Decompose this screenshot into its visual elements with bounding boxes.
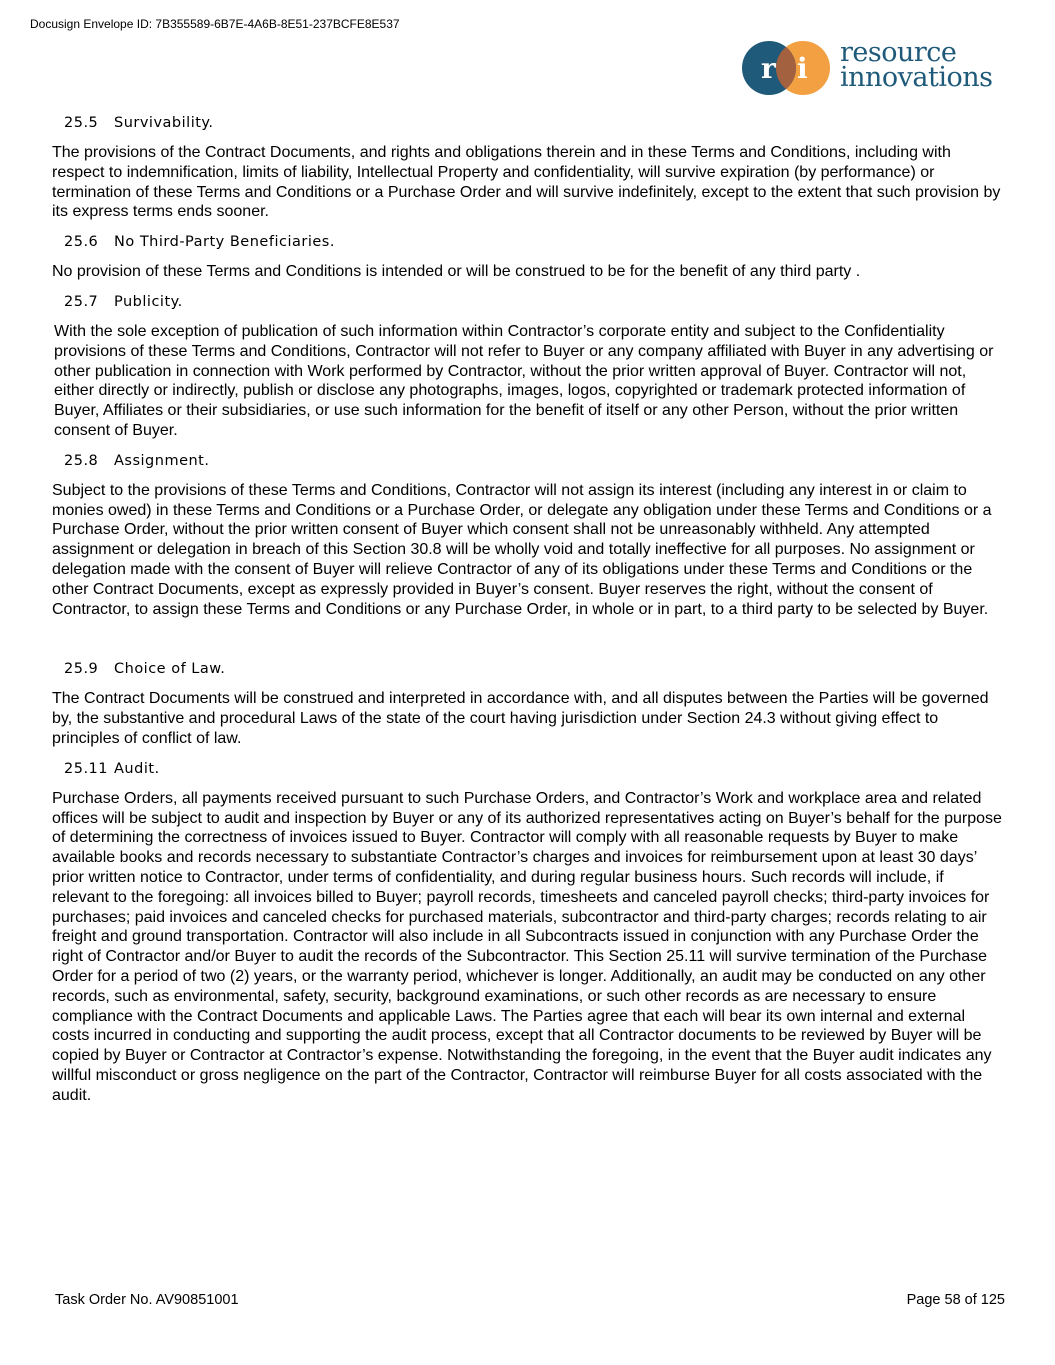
section-title: Assignment. [114,452,210,469]
page-number: Page 58 of 125 [906,1292,1005,1308]
logo-line-2: innovations [840,62,993,93]
document-body [52,113,1002,1115]
section-title: Publicity. [114,293,183,310]
logo-mark-r: r [761,52,776,85]
section-paragraph: The provisions of the Contract Documents, and rights and obligations therein and in these Terms and Conditions, including with respect to indemnification, limits of liability, Intellectual Property and confidentiality, will survive expiration (by performance) or termination of these Terms and Conditions or a Purchase Order and will survive indefinitely, except to the extent that such provision by its express terms ends sooner. [52,144,1001,221]
section-number: 25.5 [64,115,99,131]
section-paragraph: With the sole exception of publication of such information within Contractor’s corporate entity and subject to the Confidentiality provisions of these Terms and Conditions, Contractor will not refer to Buyer or any company affiliated with Buyer in any advertising or other publication in connection with Work performed by Contractor, without the prior written approval of Buyer. Contractor will not, either directly or indirectly, publish or disclose any photographs, images, logos, copyrighted or trademark protected information of Buyer, Affiliates or their subsidiaries, or use such information for the benefit of itself or any other Person, without the prior written consent of Buyer. [54,322,994,439]
logo-wordmark [840,37,993,93]
section-heading [64,113,1002,133]
section-number: 25.8 [64,452,99,469]
spacer [52,629,1002,659]
section-heading [64,759,1002,779]
section-paragraph: No provision of these Terms and Conditions is intended or will be construed to be for the benefit of any third party . [52,263,861,281]
section-title: Choice of Law. [114,661,226,678]
logo-mark-i: i [797,52,808,85]
section-paragraph: Subject to the provisions of these Terms and Conditions, Contractor will not assign its interest (including any interest in or claim to monies owed) in these Terms and Conditions or a Purchase Order, or delegate any obligation under these Terms and Conditions or a Purchase Order, without the prior written consent of Buyer which consent shall not be unreasonably withheld. Any attempted assignment or delegation in breach of this Section 30.8 will be wholly void and totally ineffective for all purposes. No assignment or delegation made with the consent of Buyer will relieve Contractor of any of its obligations under these Terms and Conditions or the other Contract Documents, except as expressly provided in Buyer’s consent. Buyer reserves the right, without the consent of Contractor, to assign these Terms and Conditions or any Purchase Order, in whole or in part, to a third party to be selected by Buyer. [52,481,992,618]
section-heading [64,659,1002,679]
section-number: 25.7 [64,293,99,310]
section-heading [64,232,1002,252]
section-heading [64,292,1002,312]
task-order-number: Task Order No. AV90851001 [55,1292,239,1308]
section-paragraph: Purchase Orders, all payments received pursuant to such Purchase Orders, and Contractor’s Work and workplace area and related offices will be subject to audit and inspection by Buyer or any of its authorized representatives acting on Buyer’s behalf for the purpose of determining the correctness of invoices issued to Buyer. Contractor will comply with all reasonable requests by Buyer to make available books and records necessary to substantiate Contractor’s charges and invoices for reimbursement upon at least 30 days’ prior written notice to Contractor, under terms of confidentiality, and during regular business hours. Such records will include, if relevant to the foregoing: all invoices billed to Buyer; payroll records, timesheets and canceled payroll checks; third-party invoices for purchases; paid invoices and canceled checks for purchased materials, subcontractor and third-party charges; records relating to air freight and ground transportation. Contractor will also include in all Subcontracts issued in conjunction with any Purchase Order the right of Contractor and/or Buyer to audit the records of the Subcontractor. This Section 25.11 will survive termination of the Purchase Order for a period of two (2) years, or the warranty period, whichever is longer. Additionally, an audit may be conducted on any other records, such as environmental, safety, security, background examinations, or such other records as are necessary to ensure compliance with the Contract Documents and applicable Laws. The Parties agree that each will bear its own internal and external costs incurred in conducting and supporting the audit process, except that all Contractor documents to be reviewed by Buyer will be copied by Buyer or Contractor at Contractor’s expense. Notwithstanding the foregoing, in the event that the Buyer audit indicates any willful misconduct or gross negligence on the part of the Contractor, Contractor will reimburse Buyer for all costs associated with the audit. [52,789,1002,1104]
section-number: 25.11 [64,760,109,777]
section-title: Audit. [114,760,160,777]
logo-mark-icon [740,40,832,96]
section-number: 25.6 [64,234,99,251]
section-paragraph: The Contract Documents will be construed and interpreted in accordance with, and all disputes between the Parties will be governed by, the substantive and procedural Laws of the state of the court having jurisdiction under Section 24.3 without giving effect to principles of conflict of law. [52,690,989,747]
section-title: Survivability. [114,115,214,131]
section-number: 25.9 [64,661,99,678]
envelope-id: Docusign Envelope ID: 7B355589-6B7E-4A6B-8E51-237BCFE8E537 [30,17,400,31]
section-heading [64,451,1002,471]
company-logo [740,37,1015,96]
section-title: No Third-Party Beneficiaries. [114,234,335,251]
logo-line-1: resource [840,37,957,68]
